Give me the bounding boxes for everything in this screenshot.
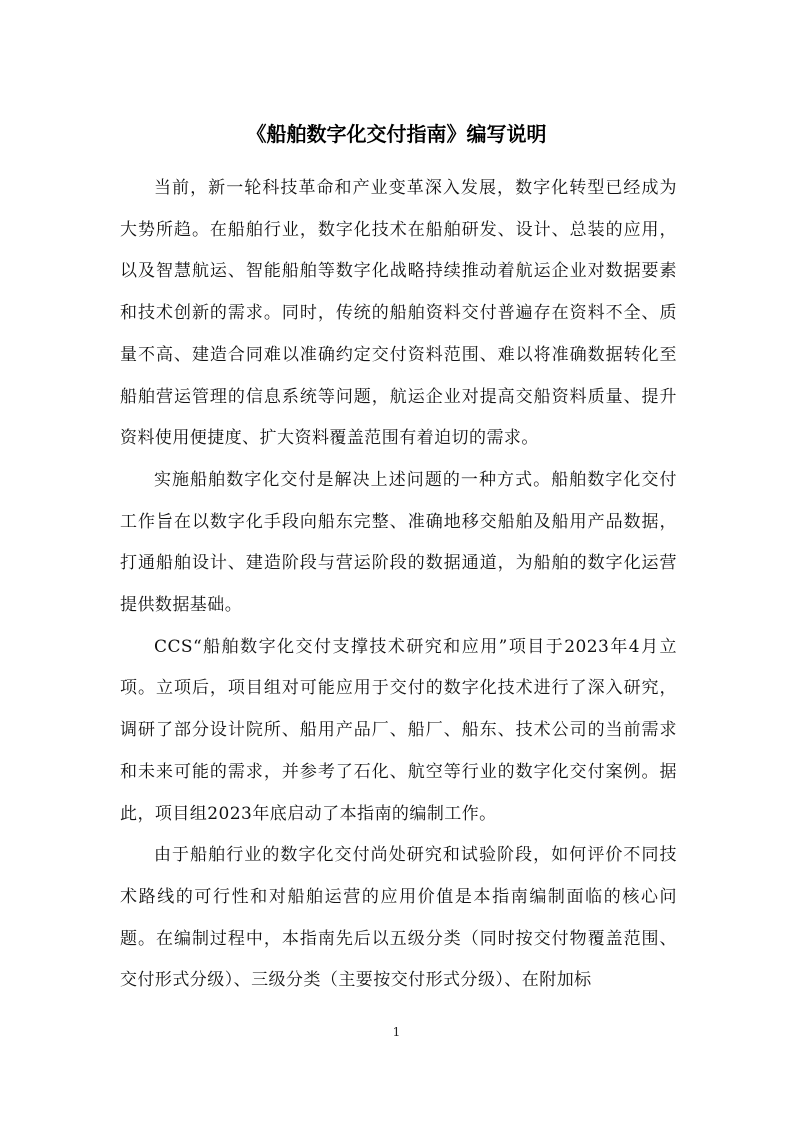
document-title: 《船舶数字化交付指南》编写说明 xyxy=(246,122,547,146)
paragraph-3: CCS“船舶数字化交付支撑技术研究和应用”项目于2023年4月立项。立项后，项目组对可能应用于交付的数字化技术进行了深入研究，调研了部分设计院所、船用产品厂、船厂、船东、技术公司的当前需求和未来可能的需求，并参考了石化、航空等行业的数字化交付案例。据此，项目组2023年底启动了本指南的编制工作。 xyxy=(120,636,677,824)
paragraph-1: 当前，新一轮科技革命和产业变革深入发展，数字化转型已经成为大势所趋。在船舶行业，数字化技术在船舶研发、设计、总装的应用，以及智慧航运、智能船舶等数字化战略持续推动着航运企业对数据要素和技术创新的需求。同时，传统的船舶资料交付普遍存在资料不全、质量不高、建造合同难以准确约定交付资料范围、难以将准确数据转化至船舶营运管理的信息系统等问题，航运企业对提高交船资料质量、提升资料使用便捷度、扩大资料覆盖范围有着迫切的需求。 xyxy=(120,178,677,449)
paragraph-4: 由于船舶行业的数字化交付尚处研究和试验阶段，如何评价不同技术路线的可行性和对船舶运营的应用价值是本指南编制面临的核心问题。在编制过程中，本指南先后以五级分类（同时按交付物覆盖范围、交付形式分级）、三级分类（主要按交付形式分级）、在附加标 xyxy=(120,845,677,991)
document-body xyxy=(120,168,677,1002)
page-number: 1 xyxy=(392,1025,401,1039)
paragraph-2: 实施船舶数字化交付是解决上述问题的一种方式。船舶数字化交付工作旨在以数字化手段向船东完整、准确地移交船舶及船用产品数据，打通船舶设计、建造阶段与营运阶段的数据通道，为船舶的数字化运营提供数据基础。 xyxy=(120,469,677,616)
